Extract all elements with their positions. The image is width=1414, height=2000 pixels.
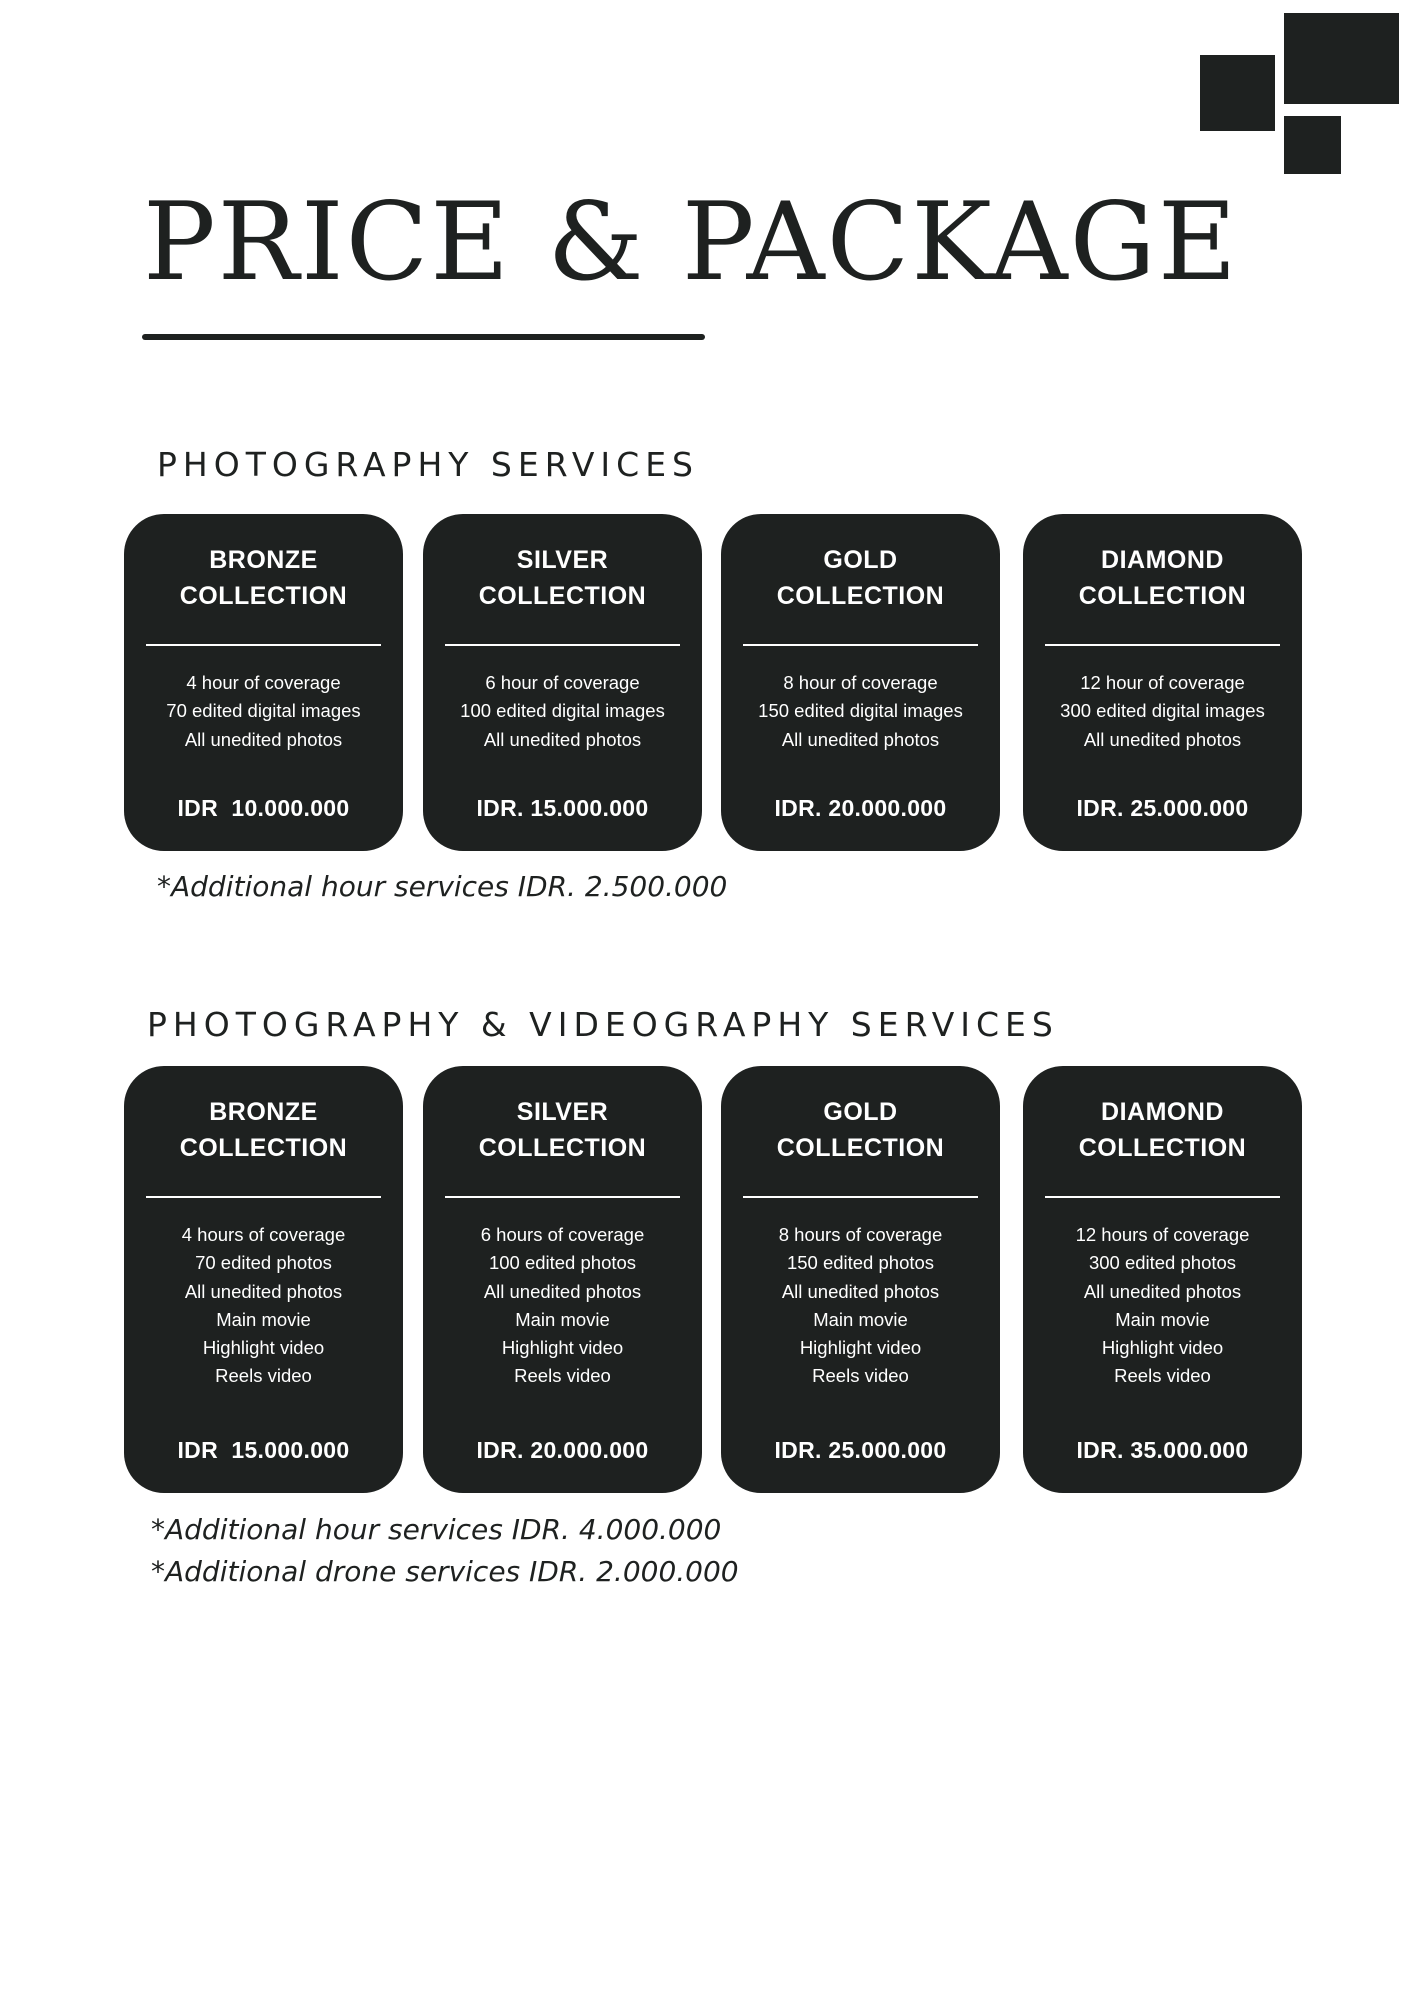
package-card-bronze [124,514,403,851]
feature-item: 6 hour of coverage [485,672,640,693]
package-card-diamond [1023,514,1302,851]
package-name-line1: SILVER [516,1098,609,1126]
feature-list [721,1221,1000,1391]
feature-item: 12 hours of coverage [1075,1224,1250,1245]
package-name-line1: BRONZE [209,546,318,574]
feature-item: Main movie [813,1308,908,1330]
additional-hour-note: *Additional hour services IDR. 2.500.000 [157,870,728,903]
feature-item: 12 hour of coverage [1080,672,1245,693]
package-name-line2: COLLECTION [179,582,348,610]
decorative-square-left [1200,55,1275,131]
feature-list [423,1221,702,1391]
feature-item: All unedited photos [184,728,343,750]
package-name [124,542,403,614]
card-divider [445,1196,680,1198]
decorative-square-small [1284,116,1341,174]
page-title: PRICE & PACKAGE [143,180,1239,305]
feature-item: 150 edited photos [786,1252,935,1274]
package-price: IDR. 25.000.000 [1076,795,1249,821]
package-name [721,542,1000,614]
feature-list [1023,1221,1302,1391]
feature-list [1023,669,1302,754]
feature-item: Highlight video [799,1337,922,1359]
package-name-line1: SILVER [516,546,609,574]
feature-list [423,669,702,754]
package-card-diamond [1023,1066,1302,1493]
feature-item: Reels video [812,1365,909,1387]
feature-item: All unedited photos [1083,1280,1242,1302]
package-name [423,1094,702,1166]
package-name-line2: COLLECTION [776,582,945,610]
package-price: IDR 10.000.000 [177,795,350,821]
feature-item: All unedited photos [1083,728,1242,750]
feature-item: 8 hours of coverage [778,1224,943,1245]
photography-services-heading: PHOTOGRAPHY SERVICES [157,445,699,484]
additional-hour-note: *Additional hour services IDR. 4.000.000 [151,1513,722,1546]
package-price: IDR. 20.000.000 [476,1437,649,1463]
package-price: IDR. 35.000.000 [1076,1437,1249,1463]
feature-item: All unedited photos [781,728,940,750]
feature-item: All unedited photos [781,1280,940,1302]
card-divider [743,1196,978,1198]
card-divider [1045,1196,1280,1198]
package-card-gold [721,514,1000,851]
card-divider [445,644,680,646]
feature-item: 8 hour of coverage [783,672,938,693]
package-card-silver [423,514,702,851]
package-price: IDR. 15.000.000 [476,795,649,821]
feature-item: All unedited photos [184,1280,343,1302]
package-name-line1: DIAMOND [1101,1098,1224,1126]
package-name-line2: COLLECTION [478,582,647,610]
package-name-line2: COLLECTION [179,1134,348,1162]
card-divider [146,644,381,646]
title-underline [142,334,705,340]
package-card-bronze [124,1066,403,1493]
feature-list [721,669,1000,754]
feature-item: Main movie [1115,1308,1210,1330]
feature-item: 300 edited digital images [1060,700,1265,722]
package-name-line1: BRONZE [209,1098,318,1126]
photo-video-services-heading: PHOTOGRAPHY & VIDEOGRAPHY SERVICES [147,1005,1059,1044]
feature-item: Highlight video [501,1337,624,1359]
feature-item: Main movie [216,1308,311,1330]
feature-item: All unedited photos [483,728,642,750]
package-price: IDR. 20.000.000 [774,795,947,821]
feature-item: Reels video [215,1365,312,1387]
feature-item: All unedited photos [483,1280,642,1302]
package-name-line2: COLLECTION [1078,1134,1247,1162]
package-name-line2: COLLECTION [1078,582,1247,610]
feature-item: 6 hours of coverage [480,1224,645,1245]
feature-item: Main movie [515,1308,610,1330]
package-card-silver [423,1066,702,1493]
feature-item: 300 edited photos [1088,1252,1237,1274]
package-name-line1: DIAMOND [1101,546,1224,574]
feature-item: Reels video [514,1365,611,1387]
card-divider [743,644,978,646]
feature-item: 100 edited digital images [460,700,665,722]
package-card-gold [721,1066,1000,1493]
additional-drone-note: *Additional drone services IDR. 2.000.000 [151,1555,739,1588]
feature-list [124,1221,403,1391]
feature-item: 100 edited photos [488,1252,637,1274]
decorative-square-large [1284,13,1399,104]
package-name [721,1094,1000,1166]
feature-item: 4 hours of coverage [181,1224,346,1245]
package-name [124,1094,403,1166]
card-divider [1045,644,1280,646]
feature-item: Highlight video [1101,1337,1224,1359]
package-name [1023,542,1302,614]
feature-item: 70 edited digital images [166,700,361,722]
package-name-line1: GOLD [823,1098,898,1126]
package-name [423,542,702,614]
package-name-line2: COLLECTION [776,1134,945,1162]
feature-item: 70 edited photos [195,1252,332,1274]
feature-item: Reels video [1114,1365,1211,1387]
feature-list [124,669,403,754]
package-name-line2: COLLECTION [478,1134,647,1162]
package-name-line1: GOLD [823,546,898,574]
feature-item: Highlight video [202,1337,325,1359]
package-name [1023,1094,1302,1166]
package-price: IDR. 25.000.000 [774,1437,947,1463]
package-price: IDR 15.000.000 [177,1437,350,1463]
feature-item: 150 edited digital images [758,700,963,722]
feature-item: 4 hour of coverage [186,672,341,693]
card-divider [146,1196,381,1198]
